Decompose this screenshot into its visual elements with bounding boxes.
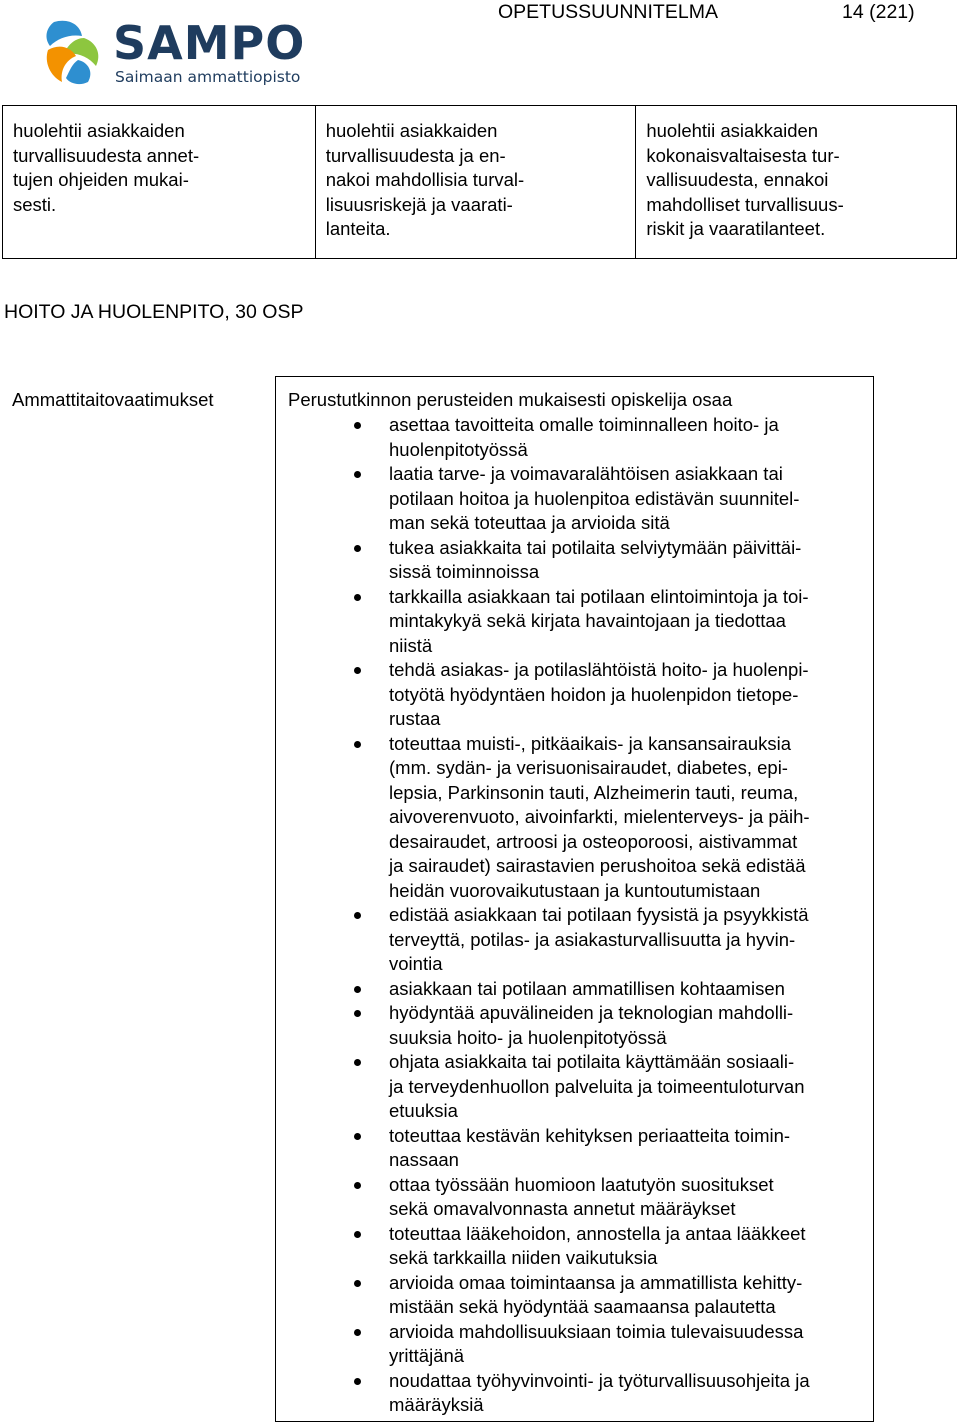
- criteria-cell: [315, 106, 636, 259]
- cell-line: vallisuudesta, ennakoi: [646, 169, 829, 190]
- list-item-line: asiakkaan tai potilaan ammatillisen kohtaamisen: [389, 977, 785, 999]
- cell-line: turvallisuudesta annet-: [13, 144, 200, 166]
- list-item-line: yrittäjänä: [389, 1345, 465, 1366]
- bullet-dot-icon: [354, 545, 361, 552]
- document-title: OPETUSSUUNNITELMA: [498, 1, 718, 23]
- cell-line: nakoi mahdollisia turval-: [325, 169, 525, 190]
- list-item-line: rustaa: [389, 708, 441, 729]
- list-item-line: totyötä hyödyntäen hoidon ja huolenpidon tietope-: [389, 683, 799, 705]
- list-item-line: arvioida mahdollisuuksiaan toimia tulevaisuudessa: [389, 1320, 804, 1342]
- list-item: [389, 732, 869, 904]
- list-item-line: sekä omavalvonnasta annetut määräykset: [389, 1198, 736, 1219]
- list-item-line: mintakykyä sekä kirjata havaintojaan ja tiedottaa: [389, 610, 786, 631]
- list-item-line: hyödyntää apuvälineiden ja teknologian mahdolli-: [389, 1002, 794, 1023]
- bullet-dot-icon: [354, 912, 361, 919]
- list-item-line: tehdä asiakas- ja potilaslähtöistä hoito- ja huolenpi-: [389, 659, 809, 680]
- list-item: [389, 1001, 869, 1050]
- list-item: [389, 462, 869, 536]
- bullet-dot-icon: [354, 1231, 361, 1238]
- bullet-dot-icon: [354, 1378, 361, 1385]
- list-item-line: man sekä toteuttaa ja arvioida sitä: [389, 512, 670, 533]
- requirements-intro: Perustutkinnon perusteiden mukaisesti opiskelija osaa: [288, 389, 733, 410]
- list-item: [389, 1173, 869, 1222]
- list-item: [389, 413, 869, 462]
- logo-subtitle: Saimaan ammattiopisto: [115, 68, 301, 86]
- criteria-cell: [636, 106, 957, 259]
- list-item-line: ja terveydenhuollon palveluita ja toimeentuloturvan: [389, 1075, 805, 1097]
- list-item-line: mistään sekä hyödyntää saamaansa palautetta: [389, 1296, 776, 1317]
- list-item-line: (mm. sydän- ja verisuonisairaudet, diabetes, epi-: [389, 757, 788, 778]
- bullet-dot-icon: [354, 1329, 361, 1336]
- sampo-emblem-icon: [40, 16, 110, 92]
- list-item-line: lepsia, Parkinsonin tauti, Alzheimerin tauti, reuma,: [389, 781, 799, 803]
- bullet-dot-icon: [354, 471, 361, 478]
- list-item-line: nassaan: [389, 1149, 459, 1170]
- list-item-line: ohjata asiakkaita tai potilaita käyttämään sosiaali-: [389, 1051, 795, 1072]
- bullet-dot-icon: [354, 1280, 361, 1287]
- bullet-dot-icon: [354, 1133, 361, 1140]
- list-item-line: etuuksia: [389, 1100, 458, 1121]
- list-item: [389, 1124, 869, 1173]
- list-item-line: terveyttä, potilas- ja asiakasturvallisuutta ja hyvin-: [389, 928, 796, 950]
- cell-line: lisuusriskejä ja vaarati-: [325, 193, 513, 215]
- list-item-line: toteuttaa muisti-, pitkäaikais- ja kansansairauksia: [389, 732, 792, 754]
- list-item: [389, 1050, 869, 1124]
- list-item-line: sekä tarkkailla niiden vaikutuksia: [389, 1247, 658, 1268]
- list-item-line: edistää asiakkaan tai potilaan fyysistä ja psyykkistä: [389, 904, 809, 925]
- cell-line: kokonaisvaltaisesta tur-: [646, 144, 840, 166]
- cell-line: lanteita.: [325, 218, 391, 239]
- list-item: [389, 1320, 869, 1369]
- bullet-dot-icon: [354, 422, 361, 429]
- bullet-dot-icon: [354, 986, 361, 993]
- list-item: [389, 585, 869, 659]
- cell-line: mahdolliset turvallisuus-: [646, 193, 844, 215]
- list-item-line: noudattaa työhyvinvointi- ja työturvallisuusohjeita ja: [389, 1369, 810, 1391]
- list-item-line: suuksia hoito- ja huolenpitotyössä: [389, 1026, 667, 1048]
- bullet-dot-icon: [354, 1059, 361, 1066]
- cell-line: riskit ja vaaratilanteet.: [646, 218, 826, 239]
- cell-line: huolehtii asiakkaiden: [646, 120, 819, 141]
- list-item: [389, 536, 869, 585]
- list-item-line: niistä: [389, 634, 433, 656]
- cell-line: huolehtii asiakkaiden: [13, 120, 185, 141]
- list-item-line: määräyksiä: [389, 1394, 484, 1415]
- cell-line: huolehtii asiakkaiden: [325, 120, 498, 141]
- list-item-line: toteuttaa lääkehoidon, annostella ja antaa lääkkeet: [389, 1222, 806, 1244]
- list-item-line: toteuttaa kestävän kehityksen periaatteita toimin-: [389, 1124, 791, 1146]
- requirements-label: Ammattitaitovaatimukset: [12, 389, 214, 410]
- section-title: HOITO JA HUOLENPITO, 30 OSP: [4, 301, 304, 323]
- bullet-dot-icon: [354, 741, 361, 748]
- sampo-logo: [40, 16, 310, 92]
- list-item: [389, 1369, 869, 1418]
- list-item-line: vointia: [389, 953, 443, 974]
- list-item: [389, 658, 869, 732]
- cell-line: tujen ohjeiden mukai-: [13, 169, 189, 190]
- cell-line: sesti.: [13, 193, 57, 215]
- list-item-line: potilaan hoitoa ja huolenpitoa edistävän suunnitel-: [389, 487, 800, 509]
- assessment-criteria-table: [2, 105, 957, 259]
- list-item-line: desairaudet, artroosi ja osteoporoosi, aistivammat: [389, 830, 798, 852]
- list-item-line: tarkkailla asiakkaan tai potilaan elintoimintoja ja toi-: [389, 585, 809, 607]
- bullet-dot-icon: [354, 667, 361, 674]
- bullet-dot-icon: [354, 1010, 361, 1017]
- requirements-list: [389, 413, 869, 1418]
- list-item-line: laatia tarve- ja voimavaralähtöisen asiakkaan tai: [389, 463, 783, 484]
- list-item-line: sissä toiminnoissa: [389, 561, 540, 582]
- list-item-line: heidän vuorovaikutustaan ja kuntoutumistaan: [389, 879, 761, 901]
- list-item-line: arvioida omaa toimintaansa ja ammatillista kehitty-: [389, 1271, 803, 1293]
- list-item-line: ottaa työssään huomioon laatutyön suositukset: [389, 1173, 774, 1195]
- page-number: 14 (221): [842, 1, 915, 23]
- list-item-line: ja sairaudet) sairastavien perushoitoa sekä edistää: [389, 855, 806, 876]
- list-item: [389, 1222, 869, 1271]
- list-item-line: aivoverenvuoto, aivoinfarkti, mielenterveys- ja päih-: [389, 806, 810, 827]
- criteria-cell: [3, 106, 316, 259]
- bullet-dot-icon: [354, 1182, 361, 1189]
- list-item-line: tukea asiakkaita tai potilaita selviytymään päivittäi-: [389, 536, 802, 558]
- list-item: [389, 977, 869, 1002]
- bullet-dot-icon: [354, 594, 361, 601]
- list-item: [389, 903, 869, 977]
- list-item-line: asettaa tavoitteita omalle toiminnalleen hoito- ja: [389, 414, 779, 435]
- list-item-line: huolenpitotyössä: [389, 438, 528, 460]
- logo-wordmark: SAMPO: [113, 16, 306, 70]
- cell-line: turvallisuudesta ja en-: [325, 144, 506, 166]
- list-item: [389, 1271, 869, 1320]
